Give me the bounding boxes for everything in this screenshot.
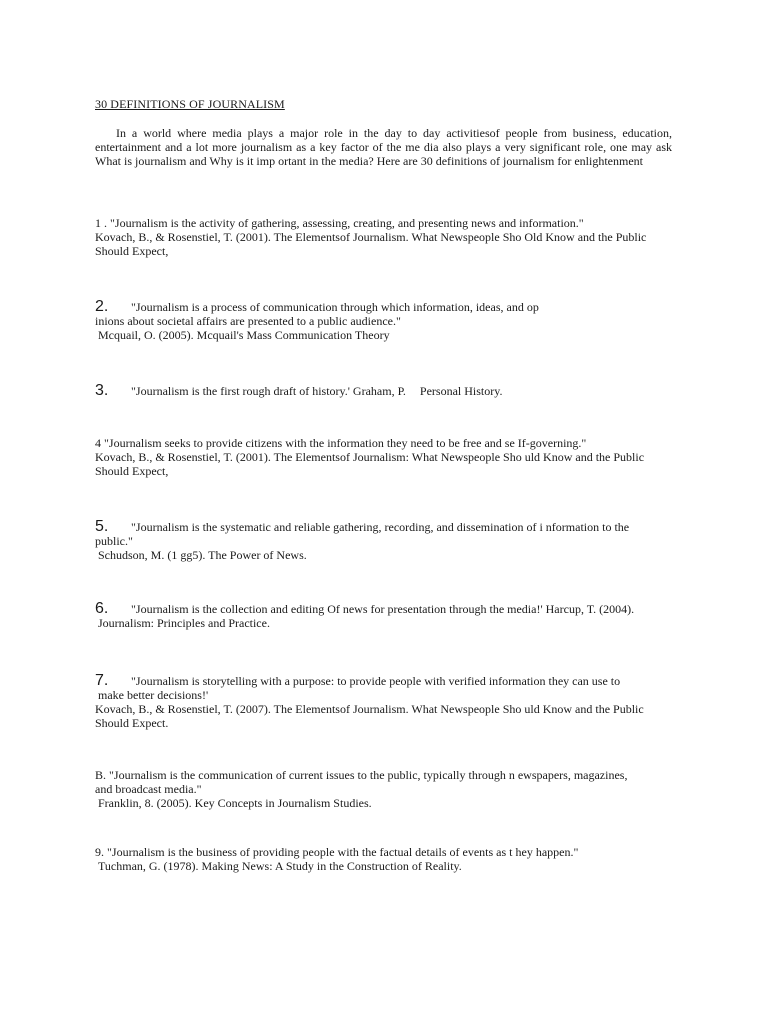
definition-2 bbox=[95, 300, 672, 342]
definition-quote: "Journalism is the first rough draft of history.' Graham, P. bbox=[131, 384, 406, 398]
definition-quote: "Journalism seeks to provide citizens with the information they need to be free and se If-governing." bbox=[104, 436, 587, 450]
definition-quote-cont: make better decisions!' bbox=[98, 688, 209, 702]
definition-number: 2. bbox=[95, 298, 109, 315]
definition-source: Tuchman, G. (1978). Making News: A Study in the Construction of Reality. bbox=[98, 859, 462, 873]
definition-source: Kovach, B., & Rosenstiel, T. (2007). The Elementsof Journalism. What Newspeople Sho uld Know and the Public bbox=[95, 702, 644, 716]
definition-6 bbox=[95, 602, 672, 630]
definition-source: Mcquail, O. (2005). Mcquail's Mass Communication Theory bbox=[98, 328, 390, 342]
definition-source: Kovach, B., & Rosenstiel, T. (2001). The Elementsof Journalism. What Newspeople Sho Old Know and the Public bbox=[95, 230, 647, 244]
definition-quote: "Journalism is storytelling with a purpose: to provide people with verified information they can use to bbox=[131, 674, 621, 688]
definition-source-cont: Should Expect. bbox=[95, 716, 169, 730]
definition-quote-cont: inions about societal affairs are presented to a public audience." bbox=[95, 314, 401, 328]
definition-source: Journalism: Principles and Practice. bbox=[98, 616, 270, 630]
intro-text: In a world where media plays a major role in the day to day activitiesof people from business, education, entertainment and a lot more journalism as a key factor of the me dia also plays a very significant role, one may ask What is journalism and Why is it imp ortant in the media? Here are 30 definitions of journalism for enlightenment bbox=[95, 126, 672, 168]
definition-source: Schudson, M. (1 gg5). The Power of News. bbox=[98, 548, 307, 562]
definition-number: 4 bbox=[95, 436, 101, 450]
document-title: 30 DEFINITIONS OF JOURNALISM bbox=[95, 97, 285, 111]
definition-5 bbox=[95, 520, 672, 562]
definition-number: 1 . bbox=[95, 216, 107, 230]
definition-source-cont: Should Expect, bbox=[95, 464, 169, 478]
definition-9 bbox=[95, 845, 672, 873]
definition-quote: "Journalism is the collection and editing Of news for presentation through the media!' Harcup, T. (2004). bbox=[131, 602, 635, 616]
definition-4 bbox=[95, 436, 672, 478]
definition-quote: "Journalism is the activity of gathering, assessing, creating, and presenting news and information." bbox=[110, 216, 584, 230]
definition-source: Personal History. bbox=[419, 384, 503, 398]
definition-number: B. bbox=[95, 768, 107, 782]
definition-source: Franklin, 8. (2005). Key Concepts in Journalism Studies. bbox=[98, 796, 372, 810]
definition-3 bbox=[95, 384, 672, 398]
definition-quote-cont: public." bbox=[95, 534, 133, 548]
definition-quote: "Journalism is the systematic and reliable gathering, recording, and dissemination of i nformation to the bbox=[131, 520, 630, 534]
definition-number: 7. bbox=[95, 672, 109, 689]
definition-number: 5. bbox=[95, 518, 109, 535]
definition-number: 6. bbox=[95, 600, 109, 617]
definition-quote: "Journalism is a process of communication through which information, ideas, and op bbox=[131, 300, 539, 314]
definition-8 bbox=[95, 768, 672, 810]
definition-source: Kovach, B., & Rosenstiel, T. (2001). The Elementsof Journalism: What Newspeople Sho uld Know and the Public bbox=[95, 450, 645, 464]
definition-1 bbox=[95, 216, 672, 258]
definition-quote: "Journalism is the communication of current issues to the public, typically through n ewspapers, magazines, bbox=[109, 768, 628, 782]
definition-quote-cont: and broadcast media." bbox=[95, 782, 202, 796]
definition-quote: "Journalism is the business of providing people with the factual details of events as t hey happen." bbox=[107, 845, 579, 859]
intro-paragraph bbox=[95, 126, 672, 168]
definition-7 bbox=[95, 674, 672, 730]
definition-number: 3. bbox=[95, 382, 109, 399]
definition-number: 9. bbox=[95, 845, 104, 859]
definition-source-cont: Should Expect, bbox=[95, 244, 169, 258]
